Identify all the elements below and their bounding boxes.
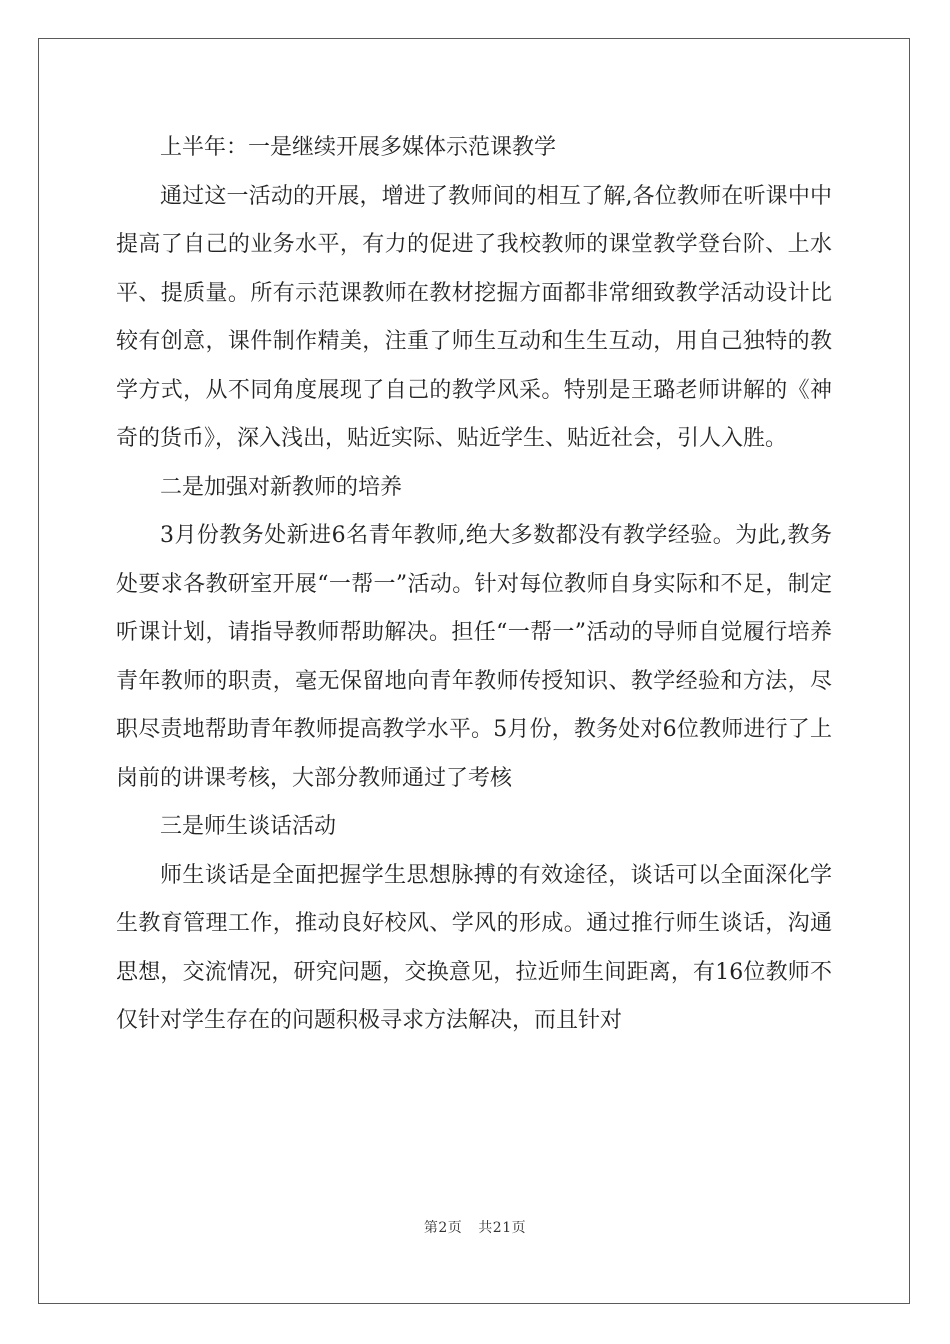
document-body bbox=[116, 124, 832, 1046]
paragraph-heading-3: 三是师生谈话活动 bbox=[160, 814, 337, 839]
current-page-label: 第2页 bbox=[423, 1220, 463, 1236]
paragraph-heading-1: 上半年：一是继续开展多媒体示范课教学 bbox=[160, 135, 557, 160]
page-footer bbox=[0, 1218, 950, 1238]
total-pages-label: 共21页 bbox=[478, 1220, 527, 1236]
paragraph: 师生谈话是全面把握学生思想脉搏的有效途径，谈话可以全面深化学生教育管理工作，推动良好校风、学风的形成。通过推行师生谈话，沟通思想，交流情况，研究问题，交换意见，拉近师生间距离，有16位教师不仅针对学生存在的问题积极寻求方法解决，而且针对 bbox=[116, 862, 832, 1033]
paragraph: 3月份教务处新进6名青年教师,绝大多数都没有教学经验。为此,教务处要求各教研室开展“一帮一”活动。针对每位教师自身实际和不足，制定听课计划，请指导教师帮助解决。担任“一帮一”活动的导师自觉履行培养青年教师的职责，毫无保留地向青年教师传授知识、教学经验和方法，尽职尽责地帮助青年教师提高教学水平。5月份，教务处对6位教师进行了上岗前的讲课考核，大部分教师通过了考核 bbox=[116, 523, 832, 791]
paragraph-heading-2: 二是加强对新教师的培养 bbox=[160, 474, 403, 500]
paragraph: 通过这一活动的开展，增进了教师间的相互了解,各位教师在听课中中提高了自己的业务水平，有力的促进了我校教师的课堂教学登台阶、上水平、提质量。所有示范课教师在教材挖掘方面都非常细致教学活动设计比较有创意，课件制作精美，注重了师生互动和生生互动，用自己独特的教学方式，从不同角度展现了自己的教学风采。特别是王璐老师讲解的《神奇的货币》，深入浅出，贴近实际、贴近学生、贴近社会，引人入胜。 bbox=[116, 183, 832, 451]
